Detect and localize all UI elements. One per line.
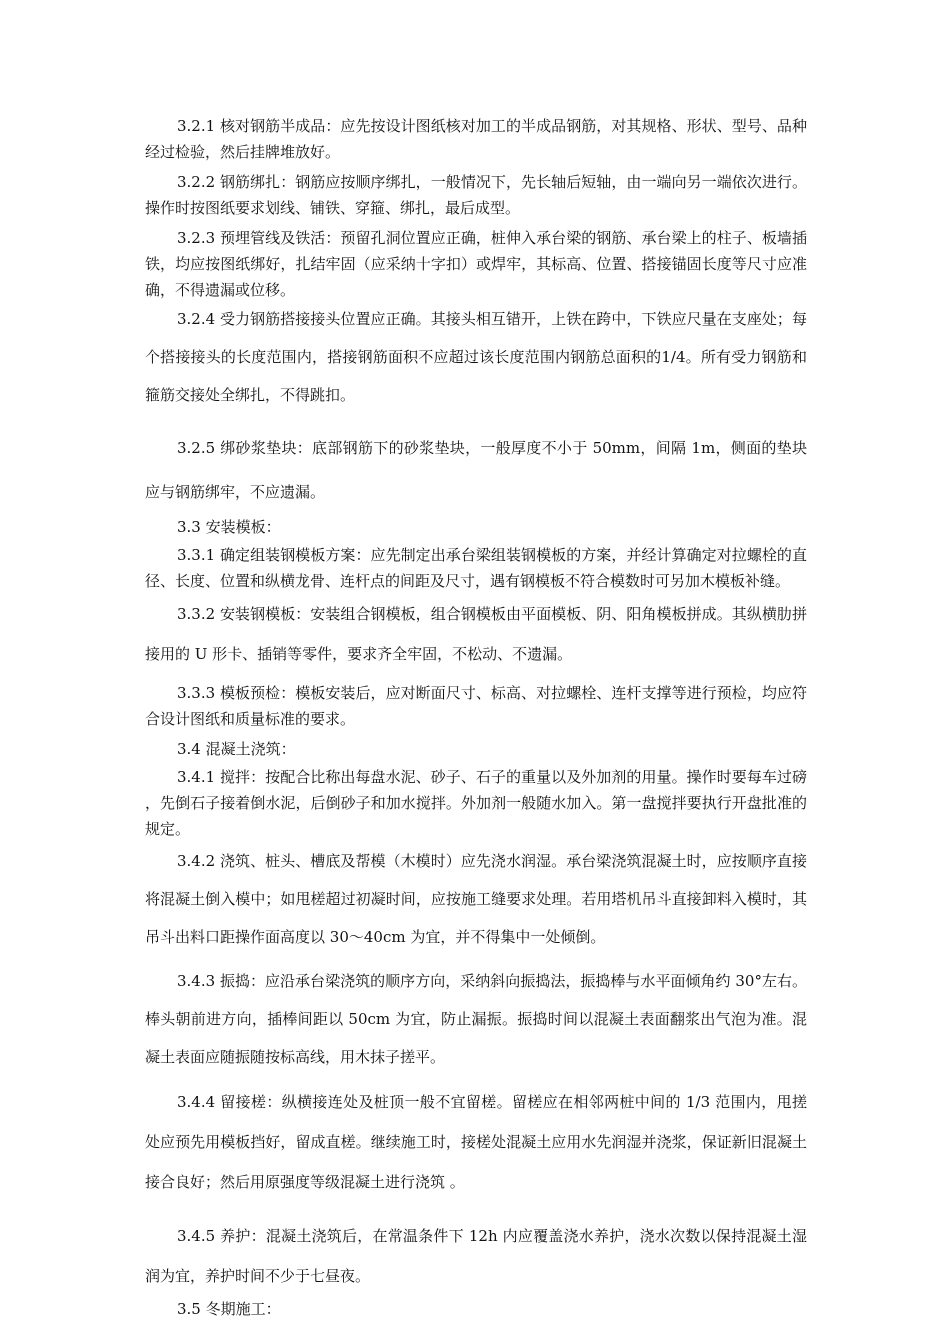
paragraph-3-3-2: 3.3.2 安装钢模板：安装组合钢模板，组合钢模板由平面模板、阴、阳角模板拼成。其纵横肋拼接用的 U 形卡、插销等零件，要求齐全牢固，不松动、不遗漏。: [145, 605, 807, 663]
paragraph-3-2-1: 3.2.1 核对钢筋半成品：应先按设计图纸核对加工的半成品钢筋，对其规格、形状、型号、品种经过检验，然后挂牌堆放好。: [145, 117, 807, 161]
paragraph-3-3-3: 3.3.3 模板预检：模板安装后，应对断面尺寸、标高、对拉螺栓、连杆支撑等进行预检，均应符合设计图纸和质量标准的要求。: [145, 684, 807, 728]
paragraph-3-4-5: 3.4.5 养护：混凝土浇筑后，在常温条件下 12h 内应覆盖浇水养护，浇水次数以保持混凝土湿润为宜，养护时间不少于七昼夜。: [145, 1227, 807, 1285]
paragraph-3-4-3: 3.4.3 振捣：应沿承台梁浇筑的顺序方向，采纳斜向振捣法，振捣棒与水平面倾角约 30°左右。棒头朝前进方向，插棒间距以 50cm 为宜，防止漏振。振捣时间以混凝土表面翻浆出气泡为准。混凝土表面应随振随按标高线，用木抹子搓平。: [145, 972, 807, 1066]
heading-3-3: 3.3 安装模板：: [177, 518, 281, 536]
heading-3-4: 3.4 混凝土浇筑：: [177, 740, 296, 758]
paragraph-3-4-1: 3.4.1 搅拌：按配合比称出每盘水泥、砂子、石子的重量以及外加剂的用量。操作时要每车过磅，先倒石子接着倒水泥，后倒砂子和加水搅拌。外加剂一般随水加入。第一盘搅拌要执行开盘批准的规定。: [145, 768, 807, 838]
paragraph-3-4-2: 3.4.2 浇筑、桩头、槽底及帮模（木模时）应先浇水润湿。承台梁浇筑混凝土时，应按顺序直接将混凝土倒入模中；如甩槎超过初凝时间，应按施工缝要求处理。若用塔机吊斗直接卸料入模时，其吊斗出料口距操作面高度以 30～40cm 为宜，并不得集中一处倾倒。: [145, 852, 807, 946]
paragraph-3-2-5: 3.2.5 绑砂浆垫块：底部钢筋下的砂浆垫块，一般厚度不小于 50mm，间隔 1m，侧面的垫块应与钢筋绑牢，不应遗漏。: [145, 439, 807, 501]
paragraph-3-2-2: 3.2.2 钢筋绑扎：钢筋应按顺序绑扎，一般情况下，先长轴后短轴，由一端向另一端依次进行。操作时按图纸要求划线、铺铁、穿箍、绑扎，最后成型。: [145, 173, 807, 217]
document-body: [145, 113, 807, 1322]
paragraph-3-3-1: 3.3.1 确定组装钢模板方案：应先制定出承台梁组装钢模板的方案，并经计算确定对拉螺栓的直径、长度、位置和纵横龙骨、连杆点的间距及尺寸，遇有钢模板不符合模数时可另加木模板补缝。: [145, 546, 807, 590]
paragraph-3-2-4: 3.2.4 受力钢筋搭接接头位置应正确。其接头相互错开，上铁在跨中，下铁应尺量在支座处；每个搭接接头的长度范围内，搭接钢筋面积不应超过该长度范围内钢筋总面积的1/4。所有受力钢筋和箍筋交接处全绑扎，不得跳扣。: [145, 310, 807, 404]
paragraph-3-2-3: 3.2.3 预埋管线及铁活：预留孔洞位置应正确，桩伸入承台梁的钢筋、承台梁上的柱子、板墙插铁，均应按图纸绑好，扎结牢固（应采纳十字扣）或焊牢，其标高、位置、搭接锚固长度等尺寸应准确，不得遗漏或位移。: [145, 229, 807, 299]
paragraph-3-4-4: 3.4.4 留接槎：纵横接连处及桩顶一般不宜留槎。留槎应在相邻两桩中间的 1/3 范围内，甩搓处应预先用模板挡好，留成直槎。继续施工时，接槎处混凝土应用水先润湿并浇浆，保证新旧混凝土接合良好；然后用原强度等级混凝土进行浇筑 。: [145, 1093, 807, 1191]
heading-3-5: 3.5 冬期施工：: [177, 1300, 281, 1318]
